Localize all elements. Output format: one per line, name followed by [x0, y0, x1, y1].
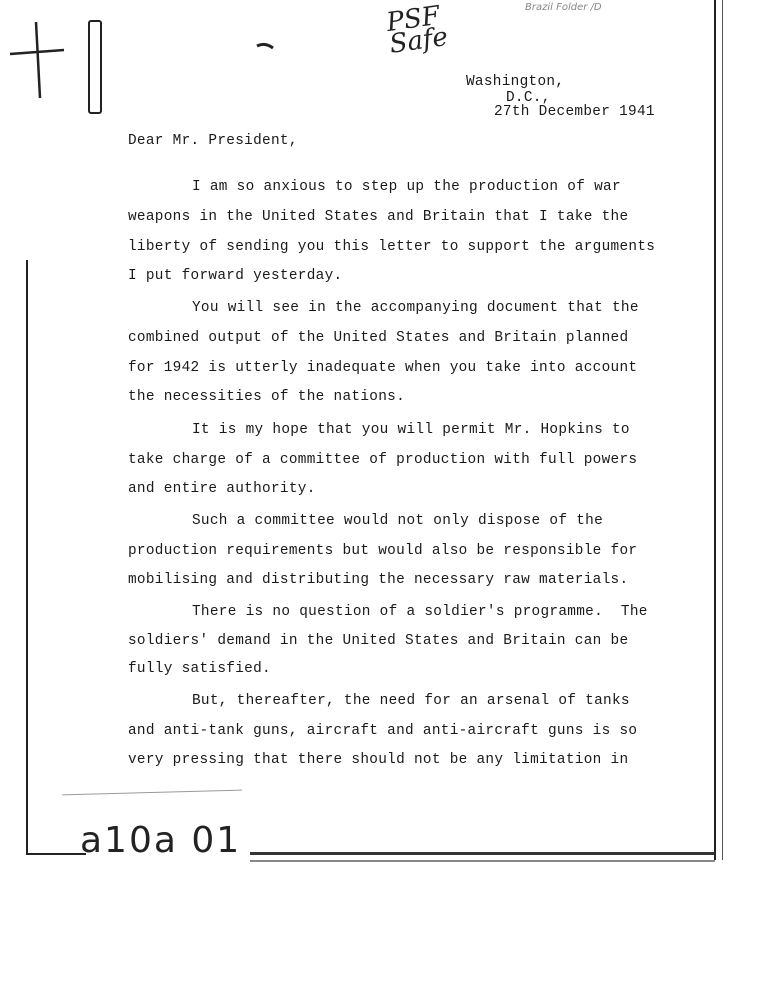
bottom-left-edge: [26, 853, 86, 855]
body-line: and anti-tank guns, aircraft and anti-aircraft guns is so: [128, 723, 638, 739]
body-line: There is no question of a soldier's programme. The: [192, 604, 648, 620]
bottom-edge-rule-shadow: [250, 860, 715, 862]
body-line: the necessities of the nations.: [128, 389, 406, 405]
faint-pencil-line: [62, 790, 242, 796]
body-line: Such a committee would not only dispose of the: [192, 513, 604, 529]
body-line: weapons in the United States and Britain that I take the: [128, 209, 629, 225]
file-mark-handwritten: PSF Safe: [384, 0, 450, 60]
body-line: mobilising and distributing the necessary raw materials.: [128, 572, 629, 588]
body-line: soldiers' demand in the United States and Britain can be: [128, 633, 629, 649]
page-edge-left: [26, 260, 28, 855]
archive-pencil-note: Brazil Folder /D: [525, 2, 602, 13]
catalog-number-handwritten: a10a 01: [80, 820, 242, 861]
body-line: for 1942 is utterly inadequate when you take into account: [128, 360, 638, 376]
body-line: But, thereafter, the need for an arsenal of tanks: [192, 693, 630, 709]
body-line: very pressing that there should not be any limitation in: [128, 752, 629, 768]
body-line: I put forward yesterday.: [128, 268, 343, 284]
body-line: combined output of the United States and Britain planned: [128, 330, 629, 346]
body-line: liberty of sending you this letter to support the arguments: [128, 239, 656, 255]
body-line: and entire authority.: [128, 481, 316, 497]
place-line-1: Washington,: [466, 74, 565, 90]
bottom-edge-rule: [250, 852, 715, 855]
body-line: production requirements but would also be responsible for: [128, 543, 638, 559]
body-line: You will see in the accompanying document that the: [192, 300, 639, 316]
page-edge-right: [714, 0, 723, 860]
binding-bracket-mark: [88, 20, 102, 114]
body-line: take charge of a committee of production with full powers: [128, 452, 638, 468]
place-line-2: D.C.,: [506, 90, 551, 106]
cross-mark-icon: [6, 20, 66, 100]
tick-mark-icon: [255, 40, 275, 52]
body-line: fully satisfied.: [128, 661, 271, 677]
body-line: I am so anxious to step up the production of war: [192, 179, 621, 195]
salutation: Dear Mr. President,: [128, 133, 298, 149]
letter-date: 27th December 1941: [494, 104, 655, 120]
body-line: It is my hope that you will permit Mr. Hopkins to: [192, 422, 630, 438]
